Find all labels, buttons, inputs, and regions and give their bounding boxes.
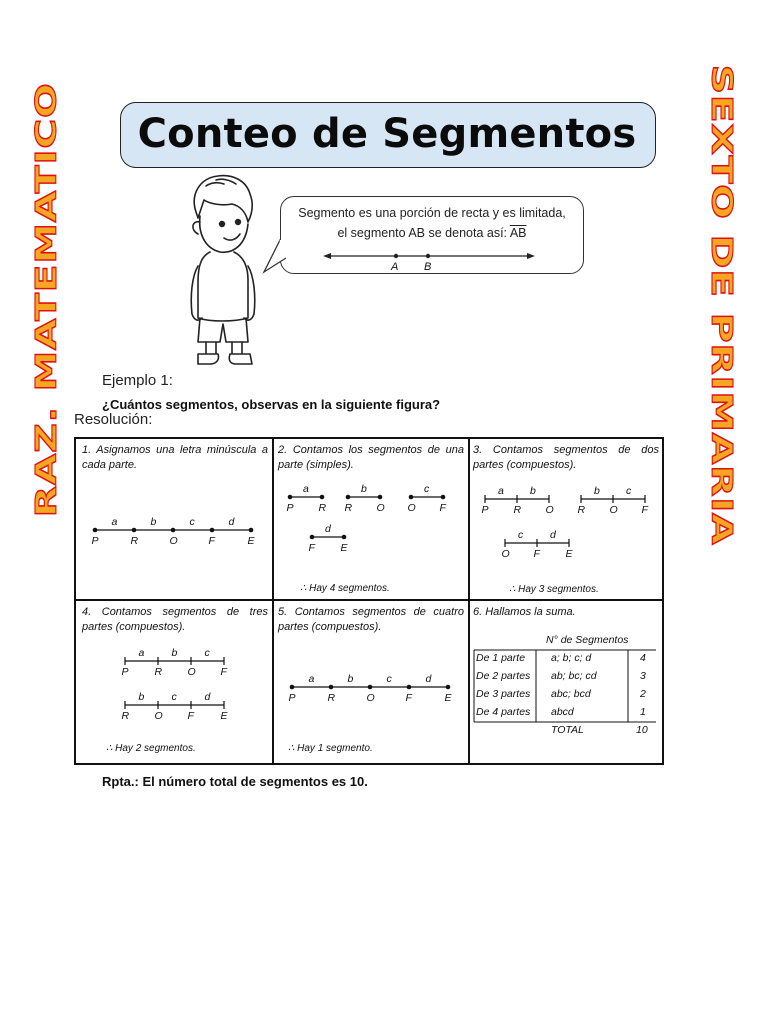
segment-point	[378, 495, 383, 500]
point-label: O	[376, 502, 385, 514]
point-label: F	[533, 548, 540, 560]
part-label: b	[530, 485, 536, 497]
side-banner-left: RAZ. MATEMATICO	[29, 82, 63, 518]
step-2-text: 2. Contamos los segmentos de una parte (simples).	[278, 444, 464, 471]
part-label: d	[550, 529, 556, 541]
point-label: O	[545, 504, 554, 516]
row-label: De 2 partes	[476, 670, 531, 682]
row-count: 2	[640, 688, 646, 700]
part-label: d	[325, 523, 331, 535]
point-label: F	[187, 710, 194, 722]
point-label: R	[318, 502, 327, 514]
point-label: F	[439, 502, 446, 514]
part-label: d	[425, 673, 432, 685]
definition-line2-text: el segmento AB se denota así:	[337, 226, 508, 240]
segment-point	[409, 495, 414, 500]
row-items: abcd	[551, 706, 574, 718]
point-label: O	[407, 502, 416, 514]
total-label: TOTAL	[551, 724, 584, 736]
label-b: B	[424, 261, 432, 273]
row-items: ab; bc; cd	[551, 670, 597, 682]
segment-point	[346, 495, 351, 500]
point-label: E	[444, 692, 452, 704]
point-label: O	[609, 504, 618, 516]
point-label: O	[169, 535, 178, 547]
row-items: abc; bcd	[551, 688, 591, 700]
part-label: c	[626, 485, 632, 497]
point-label: P	[91, 535, 99, 547]
part-label: b	[171, 647, 178, 659]
point-label: R	[121, 710, 130, 722]
part-label: d	[204, 691, 211, 703]
point-label: O	[366, 692, 375, 704]
part-label: a	[138, 647, 145, 659]
point-label: P	[481, 504, 489, 516]
row-label: De 1 parte	[476, 652, 526, 664]
page-title: Conteo de Segmentos	[137, 111, 637, 157]
step-3-note: ∴ Hay 3 segmentos.	[509, 584, 599, 595]
point-label: F	[405, 692, 412, 704]
point-label: P	[121, 666, 129, 678]
segment-point	[368, 685, 373, 690]
part-label: c	[424, 483, 430, 495]
segment-point	[446, 685, 451, 690]
table-total-row	[476, 724, 666, 742]
point-label: R	[154, 666, 163, 678]
point-label: F	[308, 542, 315, 554]
segment-point	[288, 495, 293, 500]
segment-point	[171, 528, 176, 533]
row-label: De 4 partes	[476, 706, 531, 718]
point-label: F	[208, 535, 215, 547]
step-5-note: ∴ Hay 1 segmento.	[288, 743, 373, 754]
step-3-text: 3. Contamos segmentos de dos partes (compuestos).	[473, 444, 659, 471]
part-label: b	[361, 483, 367, 495]
point-label: O	[154, 710, 163, 722]
segment-point	[210, 528, 215, 533]
part-label: b	[347, 673, 354, 685]
table-row	[476, 688, 666, 706]
row-items: a; b; c; d	[551, 652, 592, 664]
point-label: E	[340, 542, 348, 554]
point-label: R	[513, 504, 522, 516]
definition-line1: Segmento es una porción de recta y es limitada,	[298, 206, 566, 220]
part-label: a	[308, 673, 315, 685]
segment-point	[93, 528, 98, 533]
total-value: 10	[636, 724, 648, 736]
answer: Rpta.: El número total de segmentos es 10.	[102, 774, 368, 789]
part-label: b	[594, 485, 600, 497]
segment-point	[329, 685, 334, 690]
table-row	[476, 670, 666, 688]
row-count: 1	[640, 706, 646, 718]
segment-point	[290, 685, 295, 690]
table-row	[476, 706, 666, 724]
part-label: c	[171, 691, 177, 703]
step-6-text: 6. Hallamos la suma.	[473, 606, 576, 618]
point-label: O	[187, 666, 196, 678]
part-label: c	[386, 673, 392, 685]
step-4-text: 4. Contamos segmentos de tres partes (compuestos).	[82, 606, 268, 633]
row-label: De 3 partes	[476, 688, 531, 700]
segment-point	[310, 535, 315, 540]
part-label: d	[228, 516, 235, 528]
segment-point	[132, 528, 137, 533]
side-banner-right: SEXTO DE PRIMARIA	[705, 64, 739, 546]
part-label: a	[303, 483, 309, 495]
point-label: E	[565, 548, 573, 560]
ab-notation: $\overline{AB}$	[509, 226, 527, 240]
point-label: F	[220, 666, 227, 678]
sum-table-header: N° de Segmentos	[546, 634, 629, 646]
point-label: R	[577, 504, 586, 516]
row-count: 3	[640, 670, 646, 682]
point-label: P	[286, 502, 294, 514]
part-label: b	[138, 691, 145, 703]
segment-point	[320, 495, 325, 500]
label-a: A	[391, 261, 399, 273]
segment-point	[441, 495, 446, 500]
part-label: c	[518, 529, 524, 541]
step-1-text: 1. Asignamos una letra minúscula a cada parte.	[82, 444, 268, 471]
table-row	[476, 652, 666, 670]
segment-point	[407, 685, 412, 690]
example-label: Ejemplo 1:	[102, 372, 173, 389]
part-label: c	[189, 516, 195, 528]
resolution-label: Resolución:	[74, 411, 153, 428]
point-label: E	[247, 535, 255, 547]
part-label: a	[111, 516, 118, 528]
segment-point	[249, 528, 254, 533]
point-label: R	[344, 502, 353, 514]
segment-point	[342, 535, 347, 540]
row-count: 4	[640, 652, 646, 664]
point-label: E	[220, 710, 228, 722]
point-label: P	[288, 692, 296, 704]
part-label: c	[204, 647, 210, 659]
step-2-note: ∴ Hay 4 segmentos.	[300, 583, 390, 594]
point-label: R	[327, 692, 336, 704]
question: ¿Cuántos segmentos, observas en la siguiente figura?	[102, 397, 441, 412]
part-label: b	[150, 516, 157, 528]
point-label: O	[501, 548, 510, 560]
step-4-note: ∴ Hay 2 segmentos.	[106, 743, 196, 754]
point-label: R	[130, 535, 139, 547]
point-label: F	[641, 504, 648, 516]
part-label: a	[498, 485, 504, 497]
step-5-text: 5. Contamos segmentos de cuatro partes (compuestos).	[278, 606, 464, 633]
sum-table-body	[476, 652, 666, 742]
